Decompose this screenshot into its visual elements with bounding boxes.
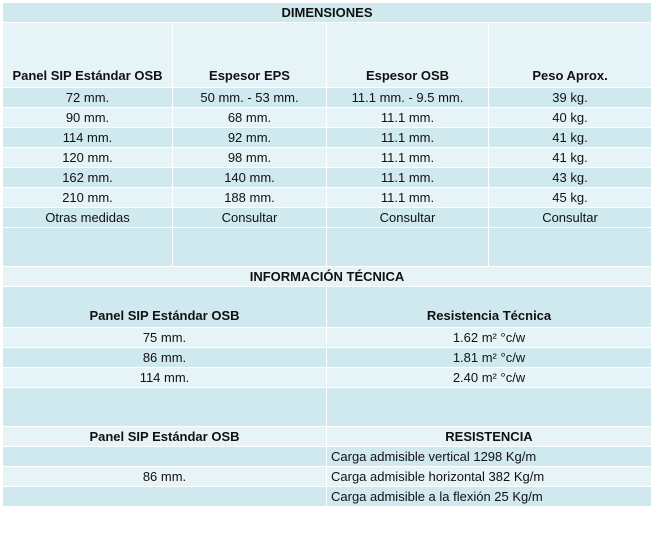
dim-header-osb: Espesor OSB xyxy=(327,23,489,88)
table-cell: Carga admisible vertical 1298 Kg/m xyxy=(327,447,652,467)
table-cell xyxy=(3,447,327,467)
table-cell: Carga admisible horizontal 382 Kg/m xyxy=(327,467,652,487)
table-cell: 11.1 mm. xyxy=(327,108,489,128)
table-cell: 39 kg. xyxy=(489,88,652,108)
table-cell: 41 kg. xyxy=(489,128,652,148)
resistencia-header-panel: Panel SIP Estándar OSB xyxy=(3,427,327,447)
table-cell: 11.1 mm. xyxy=(327,128,489,148)
table-cell: 43 kg. xyxy=(489,168,652,188)
table-row xyxy=(3,88,652,108)
table-row xyxy=(3,188,652,208)
table-cell: 162 mm. xyxy=(3,168,173,188)
table-row xyxy=(3,328,652,348)
table-cell xyxy=(3,487,327,507)
table-cell: 11.1 mm. xyxy=(327,188,489,208)
info-header-resistencia: Resistencia Técnica xyxy=(327,287,652,328)
table-row xyxy=(3,148,652,168)
dimensiones-title: DIMENSIONES xyxy=(3,3,652,23)
table-cell: Otras medidas xyxy=(3,208,173,228)
table-cell: Consultar xyxy=(173,208,327,228)
table-cell: 72 mm. xyxy=(3,88,173,108)
table-cell: 90 mm. xyxy=(3,108,173,128)
table-cell: 210 mm. xyxy=(3,188,173,208)
separator-cell xyxy=(489,228,652,267)
table-cell: 98 mm. xyxy=(173,148,327,168)
table-cell: 1.62 m² °c/w xyxy=(327,328,652,348)
spec-table xyxy=(2,2,652,507)
table-cell: 11.1 mm. - 9.5 mm. xyxy=(327,88,489,108)
table-row xyxy=(3,368,652,388)
resistencia-header: RESISTENCIA xyxy=(327,427,652,447)
table-cell: 40 kg. xyxy=(489,108,652,128)
table-cell: 120 mm. xyxy=(3,148,173,168)
table-row xyxy=(3,487,652,507)
dim-header-panel: Panel SIP Estándar OSB xyxy=(3,23,173,88)
table-cell: 114 mm. xyxy=(3,128,173,148)
table-cell: 50 mm. - 53 mm. xyxy=(173,88,327,108)
dim-header-peso: Peso Aprox. xyxy=(489,23,652,88)
table-cell: 75 mm. xyxy=(3,328,327,348)
table-cell: 114 mm. xyxy=(3,368,327,388)
table-cell: 11.1 mm. xyxy=(327,168,489,188)
separator-cell xyxy=(173,228,327,267)
table-row xyxy=(3,348,652,368)
separator-cell xyxy=(327,228,489,267)
table-cell: 188 mm. xyxy=(173,188,327,208)
separator-cell xyxy=(3,228,173,267)
separator-row xyxy=(3,388,652,427)
table-cell: Consultar xyxy=(489,208,652,228)
separator-cell xyxy=(327,388,652,427)
table-row xyxy=(3,208,652,228)
table-cell: 92 mm. xyxy=(173,128,327,148)
table-cell: Consultar xyxy=(327,208,489,228)
table-cell: 140 mm. xyxy=(173,168,327,188)
table-row xyxy=(3,128,652,148)
table-row xyxy=(3,447,652,467)
dim-header-eps: Espesor EPS xyxy=(173,23,327,88)
table-row xyxy=(3,168,652,188)
table-cell: 2.40 m² °c/w xyxy=(327,368,652,388)
table-cell: 45 kg. xyxy=(489,188,652,208)
table-cell: 86 mm. xyxy=(3,467,327,487)
table-cell: Carga admisible a la flexión 25 Kg/m xyxy=(327,487,652,507)
separator-cell xyxy=(3,388,327,427)
table-cell: 68 mm. xyxy=(173,108,327,128)
table-cell: 1.81 m² °c/w xyxy=(327,348,652,368)
table-row xyxy=(3,108,652,128)
table-cell: 11.1 mm. xyxy=(327,148,489,168)
table-cell: 86 mm. xyxy=(3,348,327,368)
info-header-panel: Panel SIP Estándar OSB xyxy=(3,287,327,328)
table-cell: 41 kg. xyxy=(489,148,652,168)
info-tecnica-title: INFORMACIÓN TÉCNICA xyxy=(3,267,652,287)
table-row xyxy=(3,467,652,487)
separator-row xyxy=(3,228,652,267)
